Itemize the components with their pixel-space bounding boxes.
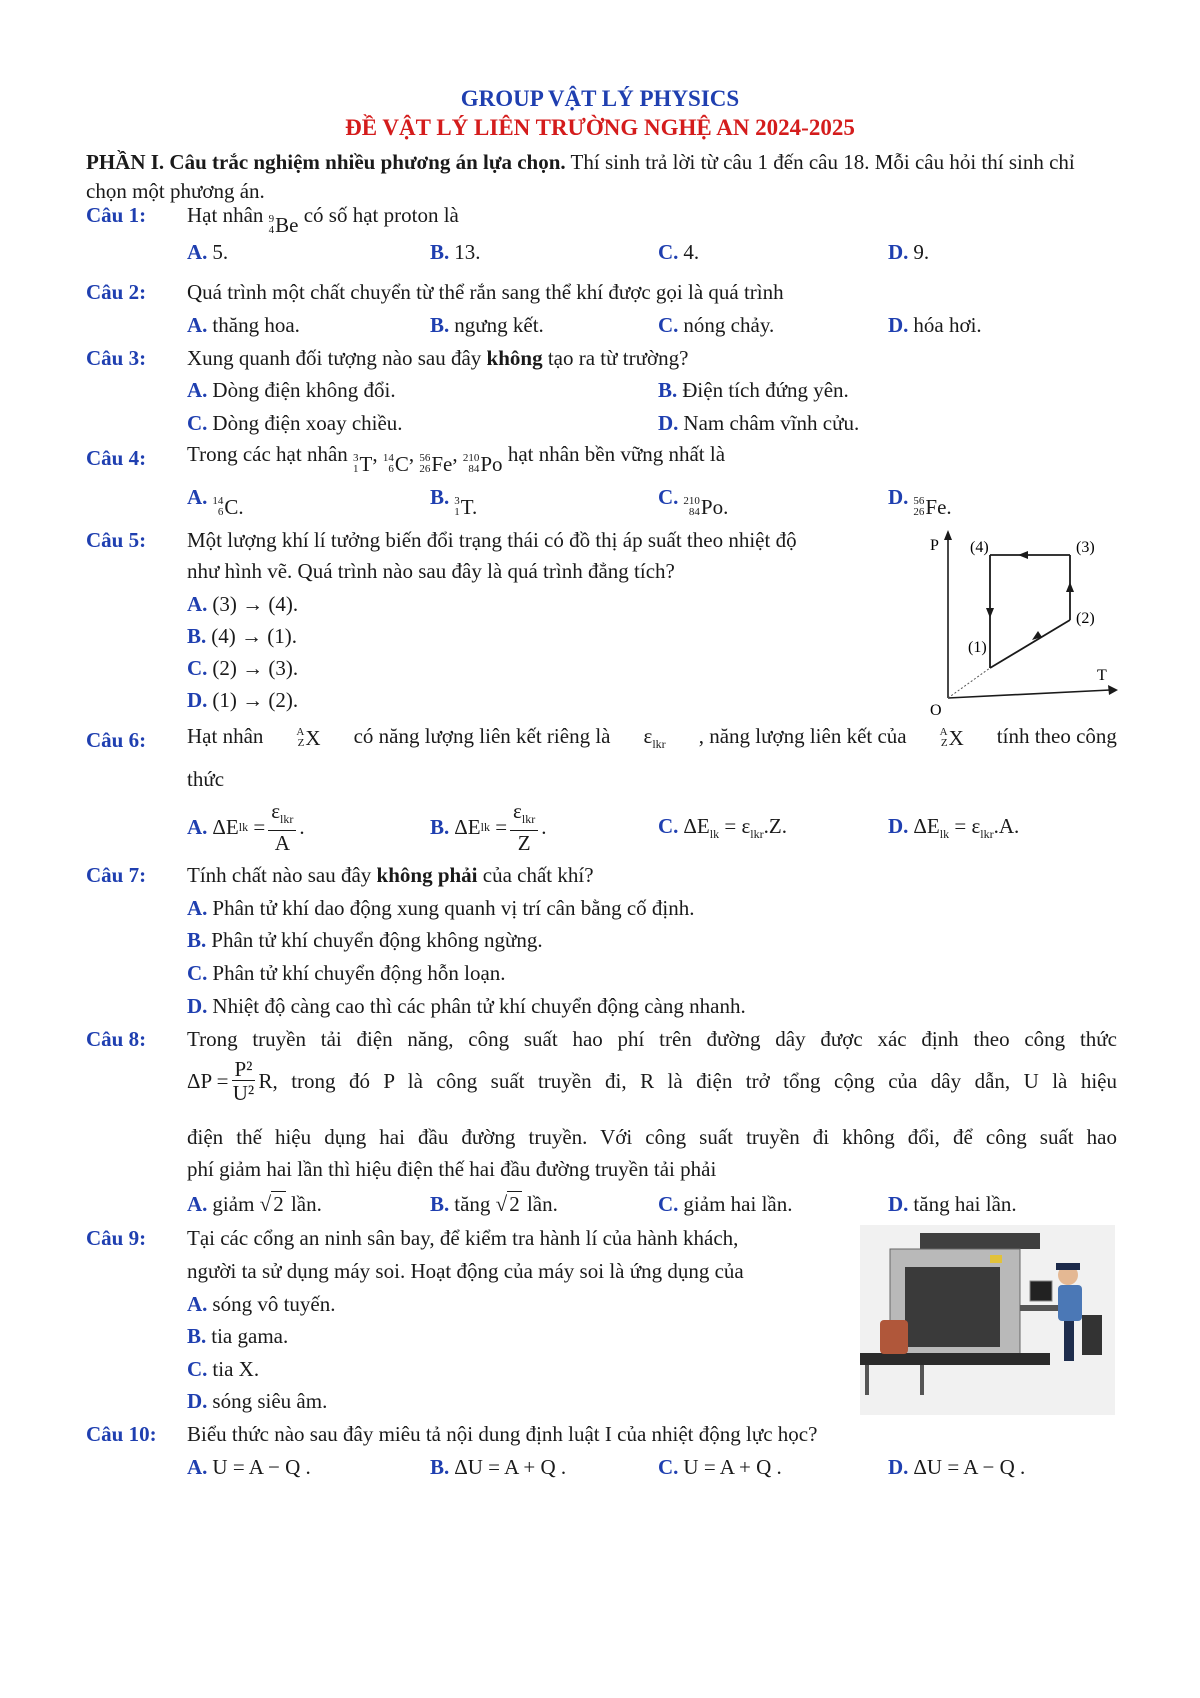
question-1-text xyxy=(187,203,459,238)
option-text: Phân tử khí chuyển động không ngừng. xyxy=(211,928,543,952)
option-text: Điện tích đứng yên. xyxy=(682,378,849,402)
arrow-2-3 xyxy=(1066,582,1074,592)
q7-pre: Tính chất nào sau đây xyxy=(187,863,377,887)
chair xyxy=(1082,1315,1102,1355)
question-6-line1 xyxy=(187,724,1117,752)
formula-fraction xyxy=(232,1058,256,1105)
q1-option-a[interactable] xyxy=(187,240,228,265)
question-8-line4: phí giảm hai lần thì hiệu điện thế hai đầu đường truyền tải phải xyxy=(187,1157,717,1181)
option-text: Dòng điện không đổi. xyxy=(212,378,396,402)
state-3-label: (3) xyxy=(1076,539,1095,556)
option-letter: D. xyxy=(187,994,208,1018)
option-letter: A. xyxy=(187,485,208,509)
state-4-label: (4) xyxy=(970,539,989,556)
q8-line2-text: , trong đó P là công suất truyền đi, R là điện trở tổng cộng của dây dẫn, U là hiệu xyxy=(272,1069,1117,1093)
option-letter: A. xyxy=(187,1292,208,1316)
option-text: Dòng điện xoay chiều. xyxy=(212,411,403,435)
extension-line xyxy=(948,668,990,698)
option-letter: C. xyxy=(187,411,208,435)
atomic-number: 1 xyxy=(353,463,359,475)
q6-post: tính theo công xyxy=(996,724,1117,748)
state-1-label: (1) xyxy=(968,639,987,656)
question-1-label: Câu 1: xyxy=(86,203,147,227)
option-text: hóa hơi. xyxy=(913,313,982,337)
arrow-4-1 xyxy=(986,608,994,618)
question-8-line3: điện thế hiệu dụng hai đầu đường truyền. Với công suất truyền đi không đổi, để công suất hao xyxy=(187,1125,1117,1149)
option-nuclide xyxy=(913,495,951,520)
q1-option-c[interactable] xyxy=(658,240,699,265)
mass-number: 3 xyxy=(353,452,359,464)
q3-option-d[interactable] xyxy=(658,411,859,436)
nuclide-x xyxy=(296,724,320,752)
option-text: (3) → (4). xyxy=(212,592,299,616)
option-letter: B. xyxy=(430,815,450,840)
symbol: C. xyxy=(224,494,244,519)
question-5-line2: như hình vẽ. Quá trình nào sau đây là quá trình đẳng tích? xyxy=(187,559,675,583)
q10-option-b[interactable] xyxy=(430,1455,566,1480)
option-letter: A. xyxy=(187,240,208,264)
q10-option-d[interactable] xyxy=(888,1455,1025,1480)
atomic-number: Z xyxy=(940,737,948,750)
symbol: X xyxy=(305,725,321,750)
q9-option-d[interactable] xyxy=(187,1389,327,1414)
option-letter: D. xyxy=(888,1192,909,1216)
option-text: U = A + Q . xyxy=(683,1455,782,1479)
scanner-top xyxy=(920,1233,1040,1249)
option-letter: B. xyxy=(187,1324,207,1348)
p-label: P xyxy=(930,537,939,554)
delta-e: ΔE xyxy=(212,815,239,840)
mass-number: 210 xyxy=(683,495,700,507)
question-6-label: Câu 6: xyxy=(86,728,147,752)
nuclide-fe xyxy=(419,452,452,477)
q8-option-a[interactable] xyxy=(187,1192,322,1217)
option-post: lần. xyxy=(290,1192,322,1216)
mass-number: 14 xyxy=(212,495,224,507)
option-letter: A. xyxy=(187,313,208,337)
part-heading: PHẦN I. Câu trắc nghiệm nhiều phương án lựa chọn. xyxy=(86,150,566,174)
option-text: tia X. xyxy=(212,1357,260,1381)
atomic-number: 26 xyxy=(913,506,925,518)
question-5-line1: Một lượng khí lí tưởng biến đổi trạng thái có đồ thị áp suất theo nhiệt độ xyxy=(187,528,797,552)
epsilon-sub: lkr xyxy=(750,827,764,842)
q6-option-b[interactable]: B. ΔE lk = $\frac{\varepsilon_{lkr}}{Z}$ . xyxy=(430,799,547,856)
atomic-number: Z xyxy=(297,737,305,750)
conveyor-leg xyxy=(920,1365,924,1395)
fraction xyxy=(268,800,296,855)
q4-option-d[interactable] xyxy=(888,485,952,520)
radicand: 2 xyxy=(509,1192,520,1216)
option-text: 9. xyxy=(913,240,930,264)
option-text: sóng siêu âm. xyxy=(212,1389,328,1413)
q7-option-b[interactable] xyxy=(187,928,543,953)
option-text: 4. xyxy=(683,240,700,264)
conveyor-leg xyxy=(865,1365,869,1395)
option-letter: D. xyxy=(888,485,909,509)
q1-option-b[interactable] xyxy=(430,240,481,265)
atomic-number: 84 xyxy=(688,506,700,518)
option-text: (2) → (3). xyxy=(212,656,299,680)
arrow-3-4 xyxy=(1018,551,1028,559)
sqrt-2: √2 xyxy=(259,1192,284,1216)
q1-symbol: Be xyxy=(275,212,299,237)
xray-scanner-illustration xyxy=(860,1225,1115,1415)
t-axis xyxy=(948,690,1110,698)
option-letter: D. xyxy=(658,411,679,435)
q5-option-a[interactable] xyxy=(187,592,298,617)
q8-option-d[interactable] xyxy=(888,1192,1017,1217)
t-axis-arrow xyxy=(1108,685,1118,695)
operator-cap xyxy=(1056,1263,1080,1270)
q2-option-a[interactable] xyxy=(187,313,300,338)
option-letter: A. xyxy=(187,815,208,840)
q8-option-c[interactable] xyxy=(658,1192,792,1217)
question-8-line1: Trong truyền tải điện năng, công suất hao phí trên đường dây được xác định theo công thức xyxy=(187,1027,1117,1051)
symbol: Po xyxy=(480,451,503,476)
operator-legs xyxy=(1064,1321,1074,1361)
t-label: T xyxy=(1097,667,1107,684)
question-9-line2: người ta sử dụng máy soi. Hoạt động của máy soi là ứng dụng của xyxy=(187,1259,744,1283)
question-8-line2 xyxy=(187,1058,1117,1105)
symbol: T. xyxy=(460,494,478,519)
question-5-label: Câu 5: xyxy=(86,528,147,552)
option-text: ΔU = A + Q . xyxy=(454,1455,567,1479)
option-letter: C. xyxy=(658,1192,679,1216)
option-letter: D. xyxy=(888,1455,909,1479)
q4-pre: Trong các hạt nhân xyxy=(187,442,354,466)
option-text: ngưng kết. xyxy=(454,313,544,337)
option-letter: B. xyxy=(430,485,450,509)
group-title: GROUP VẬT LÝ PHYSICS xyxy=(460,86,740,111)
epsilon: ε xyxy=(643,724,653,748)
mass-number: 56 xyxy=(419,452,431,464)
scanner-tunnel xyxy=(905,1267,1000,1347)
option-pre: tăng xyxy=(454,1192,491,1216)
q10-option-a[interactable] xyxy=(187,1455,311,1480)
option-nuclide xyxy=(454,495,477,520)
question-10-label: Câu 10: xyxy=(86,1422,157,1446)
suitcase xyxy=(880,1320,908,1354)
delta-e-sub: lk xyxy=(238,820,249,835)
option-letter: B. xyxy=(187,624,207,648)
option-nuclide xyxy=(212,495,243,520)
p-axis-arrow xyxy=(944,530,952,540)
delta-e: ΔE xyxy=(454,815,481,840)
atomic-number: 6 xyxy=(388,463,394,475)
option-text: tăng hai lần. xyxy=(913,1192,1017,1216)
formula-numerator: P² xyxy=(232,1058,256,1081)
atomic-number: 6 xyxy=(217,506,224,518)
q4-post: hạt nhân bền vững nhất là xyxy=(502,442,726,466)
q6-mid2: , năng lượng liên kết của xyxy=(698,724,907,748)
q3-post: tạo ra từ trường? xyxy=(542,346,689,370)
option-letter: D. xyxy=(187,1389,208,1413)
q7-option-a[interactable] xyxy=(187,896,694,921)
q6-pre: Hạt nhân xyxy=(187,724,264,748)
option-text: Nam châm vĩnh cửu. xyxy=(683,411,860,435)
option-text: (4) → (1). xyxy=(211,624,297,648)
option-letter: B. xyxy=(187,928,207,952)
q1-post: có số hạt proton là xyxy=(298,203,459,227)
formula-denominator: U² xyxy=(232,1081,255,1105)
atomic-number: 26 xyxy=(419,463,431,475)
option-text: giảm hai lần. xyxy=(683,1192,793,1216)
symbol: Fe. xyxy=(925,494,952,519)
symbol: Po. xyxy=(700,494,729,519)
option-letter: C. xyxy=(658,814,679,838)
symbol: T xyxy=(359,451,373,476)
process-1-2 xyxy=(990,620,1070,668)
q7-option-c[interactable] xyxy=(187,961,506,986)
operator-body xyxy=(1058,1285,1082,1321)
q3-bold: không xyxy=(486,346,543,370)
option-nuclide xyxy=(683,495,728,520)
question-6-line2: thức xyxy=(187,767,225,791)
q1-option-d[interactable] xyxy=(888,240,929,265)
warning-label xyxy=(990,1255,1002,1263)
q3-option-c[interactable] xyxy=(187,411,403,436)
question-8-label: Câu 8: xyxy=(86,1027,147,1051)
option-text: Phân tử khí dao động xung quanh vị trí cân bằng cố định. xyxy=(212,896,695,920)
question-9-label: Câu 9: xyxy=(86,1226,147,1250)
denominator: A xyxy=(274,831,290,856)
option-letter: C. xyxy=(187,1357,208,1381)
epsilon-sub: lkr xyxy=(652,737,666,752)
option-text: sóng vô tuyến. xyxy=(212,1292,336,1316)
mass-number: 14 xyxy=(382,452,394,464)
mass-number: 3 xyxy=(454,495,460,507)
question-7-text xyxy=(187,863,594,888)
exam-title: ĐỀ VẬT LÝ LIÊN TRƯỜNG NGHỆ AN 2024-2025 xyxy=(345,115,855,140)
question-4-text: Trong các hạt nhân 3 1 T , 14 6 C , 56 26 Fe , 210 84 Po hạt nhân bền vững nhất là xyxy=(187,442,726,476)
option-text: nóng chảy. xyxy=(683,313,775,337)
q4-option-a[interactable] xyxy=(187,485,244,520)
mass-number: A xyxy=(939,726,948,739)
question-3-text xyxy=(187,346,688,371)
question-3-label: Câu 3: xyxy=(86,346,147,370)
q5-option-c[interactable] xyxy=(187,656,298,681)
nuclide-c xyxy=(383,452,409,477)
option-pre: giảm xyxy=(212,1192,255,1216)
option-letter: C. xyxy=(658,240,679,264)
option-letter: D. xyxy=(187,688,208,712)
option-letter: A. xyxy=(187,1455,208,1479)
option-text: 13. xyxy=(454,240,481,264)
epsilon-sub: lkr xyxy=(280,812,294,827)
q2-option-d[interactable] xyxy=(888,313,982,338)
option-letter: A. xyxy=(187,378,208,402)
nuclide-po xyxy=(463,452,503,477)
q2-option-b[interactable] xyxy=(430,313,544,338)
option-letter: B. xyxy=(430,313,450,337)
option-post: lần. xyxy=(526,1192,558,1216)
option-letter: A. xyxy=(187,592,208,616)
epsilon-lkr xyxy=(644,724,666,752)
option-letter: C. xyxy=(658,485,679,509)
option-letter: A. xyxy=(187,1192,208,1216)
question-10-text: Biểu thức nào sau đây miêu tả nội dung định luật I của nhiệt động lực học? xyxy=(187,1422,818,1446)
q1-mass: 9 xyxy=(268,213,275,225)
mass-number: 210 xyxy=(462,452,480,464)
question-9-line1: Tại các cổng an ninh sân bay, để kiểm tra hành lí của hành khách, xyxy=(187,1226,739,1250)
option-text: tia gama. xyxy=(211,1324,289,1348)
option-tail: .A. xyxy=(993,814,1020,838)
q6-option-a[interactable]: A. ΔE lk = $\frac{\varepsilon_{lkr}}{A}$ . xyxy=(187,799,305,856)
option-letter: B. xyxy=(430,1192,450,1216)
q7-option-d[interactable] xyxy=(187,994,746,1019)
option-letter: A. xyxy=(187,896,208,920)
conveyor-belt xyxy=(860,1353,1050,1365)
delta-e: ΔE xyxy=(913,814,940,838)
q2-option-c[interactable] xyxy=(658,313,774,338)
q1-atomic: 4 xyxy=(268,224,275,236)
option-letter: D. xyxy=(888,240,909,264)
q6-option-d[interactable]: D. $\Delta E_{lk} = \varepsilon_{lkr}.A$. xyxy=(888,814,1020,842)
q7-post: của chất khí? xyxy=(477,863,594,887)
q9-option-a[interactable] xyxy=(187,1292,336,1317)
epsilon: ε xyxy=(513,799,522,823)
epsilon: ε xyxy=(971,814,981,838)
option-letter: D. xyxy=(888,313,909,337)
option-letter: C. xyxy=(658,313,679,337)
option-letter: C. xyxy=(187,961,208,985)
question-2-label: Câu 2: xyxy=(86,280,147,304)
q6-option-c[interactable]: C. $\Delta E_{lk} = \varepsilon_{lkr}.Z$. xyxy=(658,814,787,842)
fraction xyxy=(510,800,538,855)
formula-tail: R xyxy=(258,1069,273,1093)
option-text: 5. xyxy=(212,240,229,264)
q3-pre: Xung quanh đối tượng nào sau đây xyxy=(187,346,487,370)
state-2-label: (2) xyxy=(1076,610,1095,627)
option-letter: D. xyxy=(888,814,909,838)
epsilon: ε xyxy=(271,799,281,823)
epsilon-sub: lkr xyxy=(521,812,536,827)
symbol: Fe xyxy=(431,451,453,476)
delta-e: ΔE xyxy=(683,814,710,838)
epsilon: ε xyxy=(741,814,751,838)
q6-mid: có năng lượng liên kết riêng là xyxy=(353,724,611,748)
mass-number: 56 xyxy=(913,495,925,507)
q5-option-b[interactable] xyxy=(187,624,297,649)
q4-option-b[interactable] xyxy=(430,485,477,520)
option-letter: B. xyxy=(658,378,678,402)
option-text: ΔU = A − Q . xyxy=(913,1455,1026,1479)
q9-option-b[interactable] xyxy=(187,1324,288,1349)
atomic-number: 84 xyxy=(468,463,480,475)
part-text: Thí sinh trả lời từ câu 1 đến câu 18. Mỗi câu hỏi thí sinh chỉ chọn một phương án. xyxy=(86,150,1075,203)
option-text: (1) → (2). xyxy=(212,688,299,712)
q8-option-b[interactable] xyxy=(430,1192,558,1217)
delta-e-sub: lk xyxy=(939,827,950,842)
option-tail: .Z. xyxy=(763,814,787,838)
denominator: Z xyxy=(517,831,531,856)
symbol: X xyxy=(948,725,964,750)
option-letter: C. xyxy=(658,1455,679,1479)
question-7-label: Câu 7: xyxy=(86,863,147,887)
delta-e-sub: lk xyxy=(480,820,490,835)
question-4-label: Câu 4: xyxy=(86,446,147,470)
option-letter: C. xyxy=(187,656,208,680)
epsilon-sub: lkr xyxy=(980,827,994,842)
option-letter: B. xyxy=(430,1455,450,1479)
origin-label: O xyxy=(930,702,942,715)
nuclide-be xyxy=(269,213,299,238)
question-2-text: Quá trình một chất chuyển từ thể rắn sang thể khí được gọi là quá trình xyxy=(187,280,784,304)
q3-option-a[interactable] xyxy=(187,378,396,403)
formula-lhs: ΔP = xyxy=(187,1069,229,1093)
option-text: U = A − Q . xyxy=(212,1455,311,1479)
delta-e-sub: lk xyxy=(709,827,720,842)
nuclide-t xyxy=(353,452,372,477)
option-text: Phân tử khí chuyển động hỗn loạn. xyxy=(212,961,506,985)
q4-option-c[interactable] xyxy=(658,485,728,520)
q3-option-b[interactable] xyxy=(658,378,849,403)
part-instructions xyxy=(86,148,1116,206)
atomic-number: 1 xyxy=(454,506,460,518)
q5-option-d[interactable] xyxy=(187,688,298,713)
radicand: 2 xyxy=(273,1192,284,1216)
sqrt-2: √2 xyxy=(495,1192,520,1216)
q10-option-c[interactable] xyxy=(658,1455,782,1480)
q9-option-c[interactable] xyxy=(187,1357,259,1382)
mass-number: A xyxy=(296,726,305,739)
q1-pre: Hạt nhân xyxy=(187,203,269,227)
pt-diagram xyxy=(920,530,1120,715)
monitor xyxy=(1030,1281,1052,1301)
option-letter: B. xyxy=(430,240,450,264)
q7-bold: không phải xyxy=(376,863,478,887)
option-text: thăng hoa. xyxy=(212,313,300,337)
nuclide-x-2 xyxy=(940,724,964,752)
symbol: C xyxy=(394,451,409,476)
option-text: Nhiệt độ càng cao thì các phân tử khí chuyển động càng nhanh. xyxy=(212,994,746,1018)
